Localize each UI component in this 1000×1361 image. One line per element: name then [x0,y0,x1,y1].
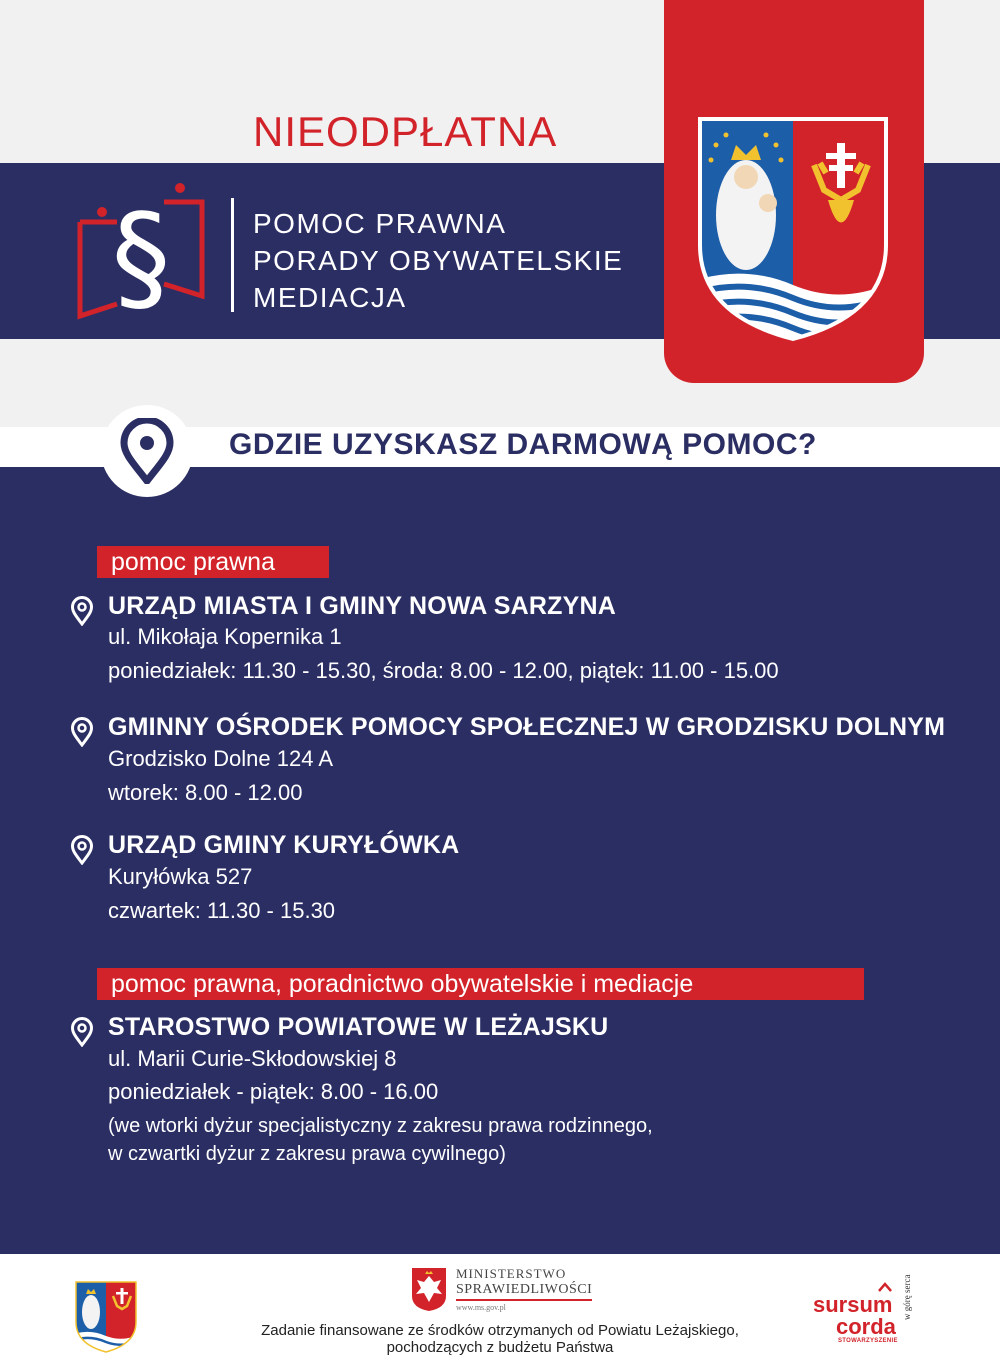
location-pin-icon [70,1017,94,1047]
service-legal-aid: POMOC PRAWNA [253,208,507,239]
location-address: Grodzisko Dolne 124 A [108,746,334,771]
service-civic-advice: PORADY OBYWATELSKIE [253,245,624,276]
location-pin-icon [70,596,94,626]
coat-of-arms-icon [696,115,890,343]
location-note-line: w czwartki dyżur z zakresu prawa cywilnego) [108,1143,506,1165]
location-pin-icon [70,717,94,747]
ministry-line2: SPRAWIEDLIWOŚCI [456,1282,592,1301]
coat-of-arms-icon [74,1280,138,1354]
sursum-corda-logo [808,1274,928,1350]
sursum-caption: STOWARZYSZENIE [838,1338,898,1344]
location-address: Kuryłówka 527 [108,864,253,889]
ministry-url: www.ms.gov.pl [456,1303,506,1312]
sursum-word1: sursum [813,1292,893,1317]
location-name: GMINNY OŚRODEK POMOCY SPOŁECZNEJ W GRODZISKU DOLNYM [108,713,946,741]
service-mediation: MEDIACJA [253,282,407,313]
location-note-line: (we wtorki dyżur specjalistyczny z zakresu prawa rodzinnego, [108,1115,653,1137]
funding-note [150,1322,850,1356]
funding-line: pochodzących z budżetu Państwa [386,1339,614,1356]
sursum-side: w górę serca [902,1274,912,1320]
services-list [253,205,623,316]
location-hours: wtorek: 8.00 - 12.00 [108,780,303,805]
svg-text:§: § [111,188,171,322]
location-address: ul. Mikołaja Kopernika 1 [108,624,342,649]
location-address: ul. Marii Curie-Skłodowskiej 8 [108,1046,397,1071]
location-pin-icon [70,835,94,865]
location-hours: poniedziałek: 11.30 - 15.30, środa: 8.00 - 12.00, piątek: 11.00 - 15.00 [108,658,779,683]
ministry-line1: MINISTERSTWO [456,1266,567,1281]
location-name: URZĄD MIASTA I GMINY NOWA SARZYNA [108,592,616,620]
caret-up-icon [878,1282,892,1292]
location-hours: poniedziałek - piątek: 8.00 - 16.00 [108,1079,439,1104]
location-name: URZĄD GMINY KURYŁÓWKA [108,831,460,859]
paragraph-logo-icon [72,180,210,322]
location-pin-icon [118,418,176,484]
sursum-word2: corda [836,1314,896,1339]
ministry-name [456,1266,592,1312]
section-tag-full-services: pomoc prawna, poradnictwo obywatelskie i mediacje [97,968,864,1000]
funding-line: Zadanie finansowane ze środków otrzymanych od Powiatu Leżajskiego, [261,1322,739,1339]
polish-eagle-icon [410,1266,448,1312]
location-hours: czwartek: 11.30 - 15.30 [108,898,336,923]
header-divider [231,198,234,312]
location-name: STAROSTWO POWIATOWE W LEŻAJSKU [108,1013,609,1041]
question-heading: GDZIE UZYSKASZ DARMOWĄ POMOC? [229,428,817,461]
section-tag-legal-aid: pomoc prawna [97,546,329,578]
headline: NIEODPŁATNA [253,108,558,155]
